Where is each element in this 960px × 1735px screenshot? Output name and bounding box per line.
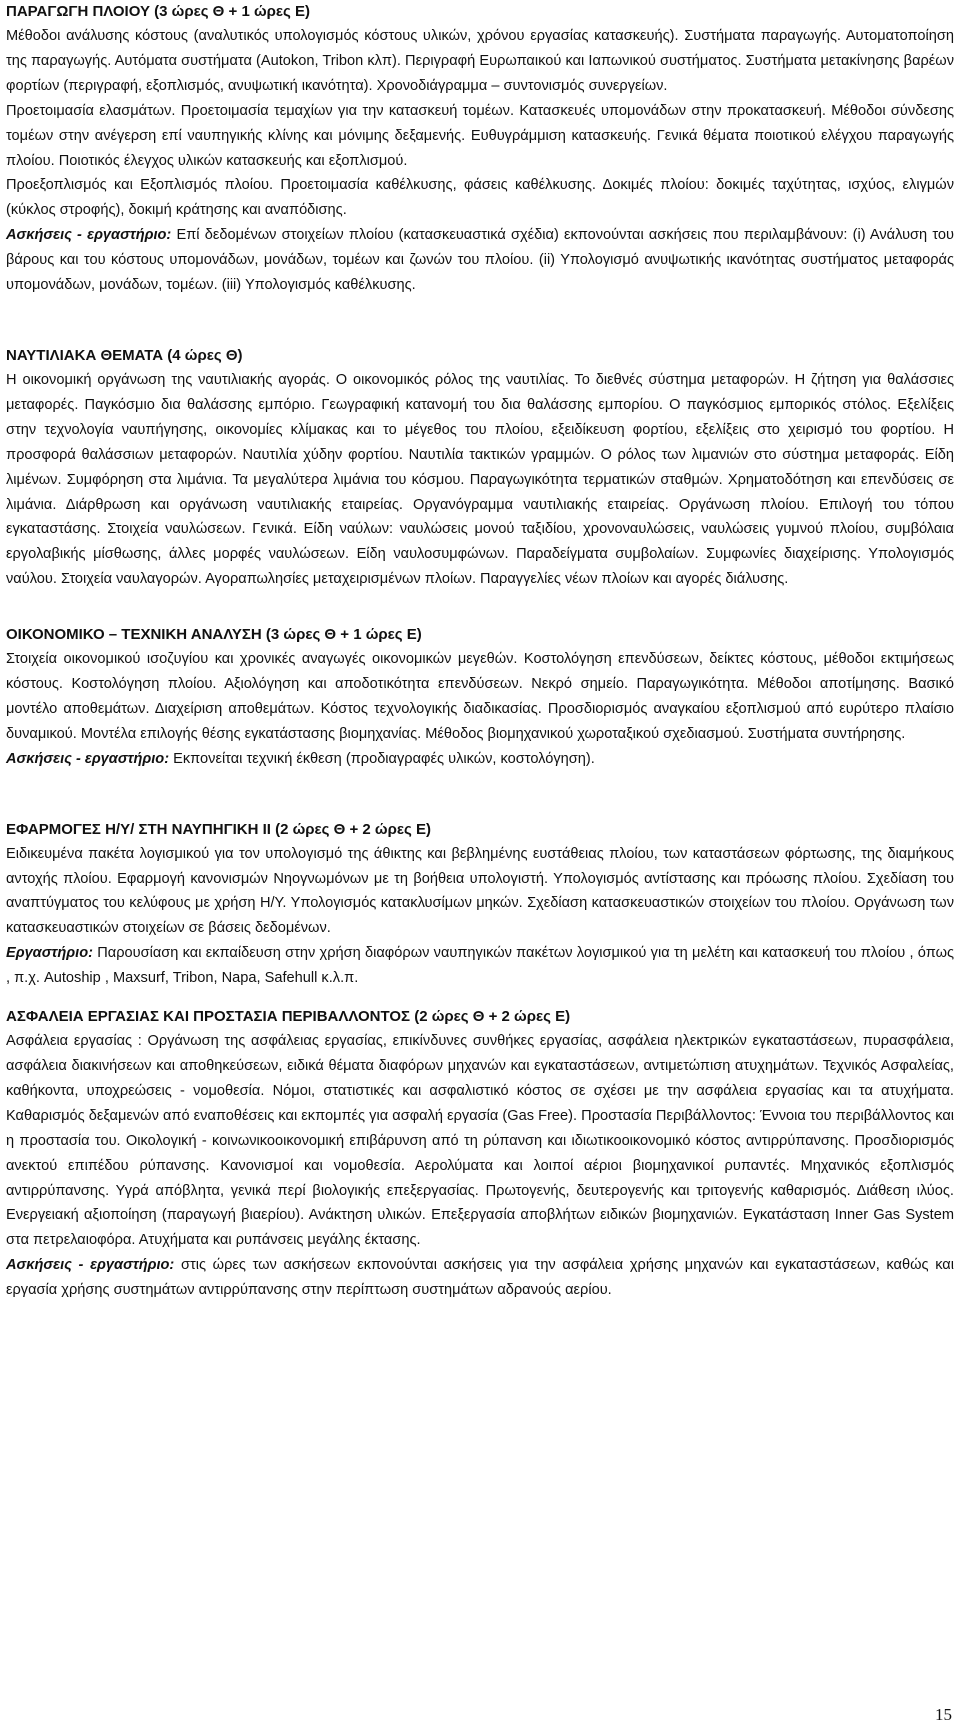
section-heading: ΟΙΚΟΝΟΜΙΚΟ – ΤΕΧΝΙΚΗ ΑΝΑΛΥΣΗ (3 ώρες Θ + 1 ώρες Ε) <box>6 626 422 644</box>
lab-paragraph <box>6 941 954 991</box>
paragraph: Προετοιμασία ελασμάτων. Προετοιμασία τεμαχίων για την κατασκευή τομέων. Κατασκευές υπομονάδων στην προκατασκευή. Μέθοδοι σύνδεσης τομέων στην ανέγερση επί ναυπηγικής κλίνης και μόνιμης δεξαμενής. Ευθυγράμμιση κατασκευής. Γενικά θέματα ποιοτικού ελέγχου παραγωγής πλοίου. Ποιοτικός έλεγχος υλικών κατασκευής και εξοπλισμού. <box>6 102 954 169</box>
section-computer-applications <box>6 818 954 991</box>
section-economic-technical-analysis <box>6 623 954 772</box>
section-maritime-topics <box>6 344 954 592</box>
paragraph: Προεξοπλισμός και Εξοπλισμός πλοίου. Προετοιμασία καθέλκυσης, φάσεις καθέλκυσης. Δοκιμές πλοίου: δοκιμές ταχύτητας, ισχύος, ελιγμών (κύκλος στροφής), δοκιμή κράτησης και αναπόδισης. <box>6 177 954 219</box>
lab-paragraph <box>6 1253 954 1303</box>
lab-paragraph <box>6 747 954 772</box>
lab-label: Εργαστήριο: <box>6 945 93 962</box>
section-heading: ΕΦΑΡΜΟΓΕΣ Η/Υ/ ΣΤΗ ΝΑΥΠΗΓΙΚΗ ΙΙ (2 ώρες Θ + 2 ώρες Ε) <box>6 820 431 838</box>
lab-text: Επί δεδομένων στοιχείων πλοίου (κατασκευαστικά σχέδια) εκπονούνται ασκήσεις που περιλαμβάνουν: (i) Ανάλυση του βάρους και του κόστους υπομονάδων, μονάδων, τομέων και ζωνών του πλοίου. (ii) Υπολογισμό ανυψωτικής ικανότητας συστήματος μεταφοράς υπομονάδων, μονάδων, τομέων. (iii) Υπολογισμός καθέλκυσης. <box>6 227 954 294</box>
section-heading: ΑΣΦΑΛΕΙΑ ΕΡΓΑΣΙΑΣ ΚΑΙ ΠΡΟΣΤΑΣΙΑ ΠΕΡΙΒΑΛΛΟΝΤΟΣ (2 ώρες Θ + 2 ώρες Ε) <box>6 1008 571 1026</box>
lab-text: Εκπονείται τεχνική έκθεση (προδιαγραφές υλικών, κοστολόγηση). <box>169 750 595 767</box>
lab-text: στις ώρες των ασκήσεων εκπονούνται ασκήσεις για την ασφάλεια χρήσης μηχανών και εγκαταστάσεων, καθώς και εργασία χρήσης συστημάτων αντιρρύπανσης στην περίπτωση συστημάτων αδρανούς αερίου. <box>6 1257 954 1299</box>
lab-label: Ασκήσεις - εργαστήριο: <box>6 1257 175 1274</box>
section-ship-production <box>6 0 954 298</box>
paragraph: Ασφάλεια εργασίας : Οργάνωση της ασφάλειας εργασίας, επικίνδυνες συνθήκες εργασίας, ασφάλεια ηλεκτρικών εγκαταστάσεων, πυρασφάλεια, ασφάλεια διακινήσεων και αποθηκεύσεων, ειδικά θέματα διαφόρων μηχανών και εγκαταστάσεων, αντιμετώπιση ατυχημάτων. Τεχνικός Ασφαλείας, καθήκοντα, υποχρεώσεις - νομοθεσία. Νόμοι, στατιστικές και ασφαλιστικό κόστος σε σχέσει με την ασφάλεια εργασίας και τα ατυχήματα. Καθαρισμός δεξαμενών από εναποθέσεις και εκπομπές για ασφαλή εργασία (Gas Free). Προστασία Περιβάλλοντος: Έννοια του περιβάλλοντος και η προστασία του. Οικολογική - κοινωνικοοικονομική επιβάρυνση από τη ρύπανση και ιδιωτικοοικονομικό κόστος αντιρρύπανσης. Προσδιορισμός ανεκτού επιπέδου ρύπανσης. Κανονισμοί και νομοθεσία. Αερολύματα και λοιποί αέριοι βιομηχανικοί ρυπαντές. Μηχανικός εξοπλισμός αντιρρύπανσης. Υγρά απόβλητα, γενικά περί βιολογικής επεξεργασίας. Πρωτογενής, δευτερογενής και τριτογενής καθαρισμός. Διάθεση ιλύος. Ενεργειακή αξιοποίηση (παραγωγή βιαερίου). Ανάκτηση υλικών. Επεξεργασία αποβλήτων ειδικών βιομηχανιών. Εγκατάσταση Inner Gas System στα πετρελαιοφόρα. Ατυχήματα και ρυπάνσεις μεγάλης έκτασης. <box>6 1033 954 1249</box>
lab-paragraph <box>6 223 954 298</box>
lab-label: Ασκήσεις - εργαστήριο: <box>6 227 172 244</box>
lab-text: Παρουσίαση και εκπαίδευση στην χρήση διαφόρων ναυπηγικών πακέτων λογισμικού για τη μελέτη και κατασκευή του πλοίου , όπως , π.χ. Autoship , Maxsurf, Tribon, Napa, Safehull κ.λ.π. <box>6 945 954 987</box>
paragraph: Μέθοδοι ανάλυσης κόστους (αναλυτικός υπολογισμός κόστους υλικών, χρόνου εργασίας κατασκευής). Συστήματα παραγωγής. Αυτοματοποίηση της παραγωγής. Αυτόματα συστήματα (Autokon, Tribon κλπ). Περιγραφή Ευρωπαικού και Ιαπωνικού συστήματος. Συστήματα μετακίνησης βαρέων φορτίων (περιγραφή, εξοπλισμός, ανυψωτική ικανότητα). Χρονοδιάγραμμα – συντονισμός συνεργείων. <box>6 28 954 94</box>
page-content <box>6 0 954 1303</box>
section-heading: ΝΑΥΤΙΛΙΑΚΑ ΘΕΜΑΤΑ (4 ώρες Θ) <box>6 346 243 364</box>
lab-label: Ασκήσεις - εργαστήριο: <box>6 750 170 767</box>
paragraph: Στοιχεία οικονομικού ισοζυγίου και χρονικές αναγωγές οικονομικών μεγεθών. Κοστολόγηση επενδύσεων, δείκτες κόστους, μέθοδοι εκτιμήσεως κόστους. Κοστολόγηση πλοίου. Αξιολόγηση και αποδοτικότητα επενδύσεων. Νεκρό σημείο. Παραγωγικότητα. Μέθοδοι αποτίμησης. Βασικό μοντέλο αποθεμάτων. Διαχείριση αποθεμάτων. Κόστος τεχνολογικής διαδικασίας. Προσδιορισμός αναγκαίου εξοπλισμού από ευρύτερο πλαίσιο δυναμικού. Μοντέλα επιλογής θέσης εγκατάστασης βιομηχανίας. Μέθοδος βιομηχανικού χωροταξικού σχεδιασμού. Συστήματα συντήρησης. <box>6 651 954 742</box>
page-number: 15 <box>935 1705 952 1724</box>
paragraph: Η οικονομική οργάνωση της ναυτιλιακής αγοράς. Ο οικονομικός ρόλος της ναυτιλίας. Το διεθνές σύστημα μεταφορών. Η ζήτηση για θαλάσσιες μεταφορές. Παγκόσμιο δια θαλάσσης εμπόριο. Γεωγραφική κατανομή του δια θαλάσσης εμπορίου. Ο παγκόσμιος εμπορικός στόλος. Εξελίξεις στην τεχνολογία ναυπήγησης, οικονομίες κλίμακας και το μέγεθος του πλοίου, εξειδίκευση φορτίου, εξελίξεις στο χειρισμό του φορτίου. Η προσφορά θαλάσσιων μεταφορών. Ναυτιλία χύδην φορτίου. Ναυτιλία τακτικών γραμμών. Ο ρόλος των λιμανιών στο σύστημα μεταφοράς. Είδη λιμένων. Συμφόρηση στα λιμάνια. Τα μεγαλύτερα λιμάνια του κόσμου. Παραγωγικότητα τερματικών σταθμών. Χρηματοδότηση και επενδύσεις σε λιμάνια. Διάρθρωση και οργάνωση ναυτιλιακής εταιρείας. Οργανόγραμμα ναυτιλιακής εταιρείας. Οργάνωση πλοίου. Επιλογή του τόπου εγκαταστάσης. Στοιχεία ναυλώσεων. Γενικά. Είδη ναύλων: ναυλώσεις μονού ταξιδίου, χρονοναυλώσεις, ναυλώσεις γυμνού πλοίου, συμβόλαια εργολαβικής μίσθωσης, άλλες μορφές ναυλώσεων. Είδη ναυλοσυμφώνων. Παραδείγματα συμβολαίων. Συμφωνίες διαχείρισης. Υπολογισμός ναύλου. Στοιχεία ναυλαγορών. Αγοραπωλησίες μεταχειρισμένων πλοίων. Παραγγελίες νέων πλοίων και αγορές διάλυσης. <box>6 371 954 588</box>
section-heading: ΠΑΡΑΓΩΓΗ ΠΛΟΙΟΥ (3 ώρες Θ + 1 ώρες Ε) <box>6 3 310 20</box>
section-safety-environment <box>6 1005 954 1303</box>
paragraph: Ειδικευμένα πακέτα λογισμικού για τον υπολογισμό της άθικτης και βεβλημένης ευστάθειας πλοίου, των καταστάσεων φόρτωσης, της διαμήκους αντοχής πλοίου. Εφαρμογή κανονισμών Νηογνωμόνων με τη βοήθεια υπολογιστή. Υπολογισμός αντίστασης και πρόωσης πλοίου. Σχεδίαση του αναπτύγματος του κελύφους με χρήση Η/Υ. Υπολογισμός κατακλυσίμων μηκών. Σχεδίαση κατασκευαστικών στοιχείων του πλοίου. Οργάνωση των κατασκευαστικών στοιχείων σε βάσεις δεδομένων. <box>6 845 954 937</box>
